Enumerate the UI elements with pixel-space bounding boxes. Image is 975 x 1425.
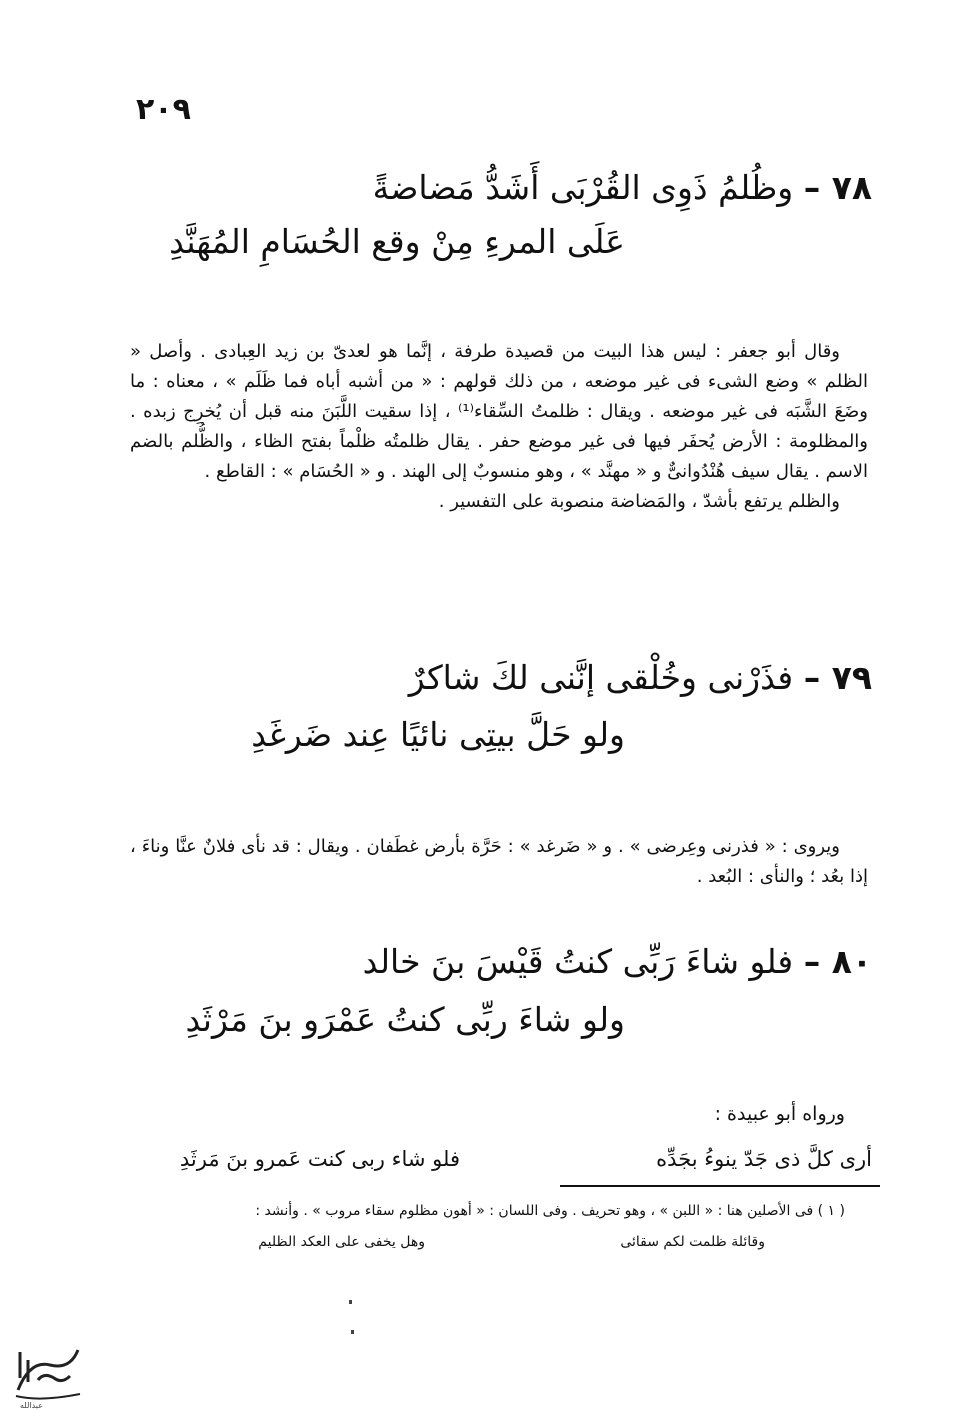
library-logo-stamp <box>10 1330 85 1410</box>
logo-subtext: عبدالله <box>20 1401 43 1410</box>
commentary-78-paragraph-2: والظلم يرتفع بأشدّ ، والمَضاضة منصوبة على التفسير . <box>438 491 840 512</box>
footnote-divider <box>560 1185 880 1187</box>
verse-80-line-1 <box>363 942 872 981</box>
commentary-78-paragraph-1: وقال أبو جعفر : ليس هذا البيت من قصيدة طرفة ، إنَّما هو لعدىّ بن زيد العِبادى . وأصل « الظلم » وضع الشىء فى غير موضعه ، من ذلك قولهم : « من أشبه أباه فما ظَلَم » ، معناه : ما وضَعَ الشَّبَه فى غير موضعه . ويقال : ظلمتُ السِّقاء⁽¹⁾ ، إذا سقيت اللَّبَنَ منه قبل أن يُخرِج زبده . والمظلومة : الأرض يُحفَر فيها فى غير موضع حفر . يقال ظلمتُه ظلْماً بفتح الظاء ، والظُّلم بالضم الاسم . يقال سيف هُنْدُوانىٌّ و « مهنَّد » ، وهو منسوبٌ إلى الهند . و « الحُسَام » : القاطع . <box>130 341 868 482</box>
verse-79-line-2: ولو حَلَّ بيتِى نائيًا عِند ضَرغَدِ <box>251 715 625 754</box>
verse-78-line-2: عَلَى المرءِ مِنْ وقع الحُسَامِ المُهَنَّدِ <box>169 222 625 261</box>
page-number: ٢٠٩ <box>136 92 191 127</box>
verse-80-line-2: ولو شاءَ ربِّى كنتُ عَمْرَو بنَ مَرْثَدِ <box>185 1000 625 1039</box>
riwaya-hemistich-right: أرى كلَّ ذى جَدّ ينوءُ بجَدِّه <box>656 1147 872 1171</box>
footnote-verse-right: وقائلة ظلمت لكم سقائى <box>620 1234 765 1250</box>
verse-78-number: ٧٨ – <box>803 168 872 207</box>
riwaya-intro: ورواه أبو عبيدة : <box>714 1103 845 1125</box>
verse-80-text-1: فلو شاءَ رَبِّى كنتُ قَيْسَ بنَ خالد <box>362 942 794 981</box>
print-speck <box>351 1330 354 1334</box>
riwaya-hemistich-left: فلو شاء ربى كنت عَمرو بنَ مَرثَدِ <box>179 1147 460 1171</box>
verse-78-text-1: وظُلمُ ذَوِى القُرْبَى أَشَدُّ مَضاضةً <box>372 168 794 207</box>
commentary-79 <box>130 832 868 892</box>
print-speck <box>349 1300 352 1304</box>
verse-79-number: ٧٩ – <box>803 658 872 697</box>
commentary-78 <box>130 337 868 517</box>
verse-78-line-1 <box>373 168 872 207</box>
footnote-verse-left: وهل يخفى على العكد الظليم <box>258 1234 425 1250</box>
verse-79-text-1: فذَرْنى وخُلْقى إنَّنى لكَ شاكرٌ <box>408 658 794 697</box>
footnote: ( ١ ) فى الأصلين هنا : « اللبن » ، وهو تحريف . وفى اللسان : « أهون مظلوم سقاء مروب » . وأنشد : <box>255 1203 845 1219</box>
commentary-79-paragraph: ويروى : « فذرنى وعِرضى » . و « ضَرغد » : حَرَّة بأرض غطَفان . ويقال : قد نأى فلانٌ عنَّا وناءَ ، إذا بعُد ؛ والنأى : البُعد . <box>130 836 868 887</box>
verse-80-number: ٨٠ – <box>803 942 872 981</box>
verse-79-line-1 <box>409 658 872 697</box>
